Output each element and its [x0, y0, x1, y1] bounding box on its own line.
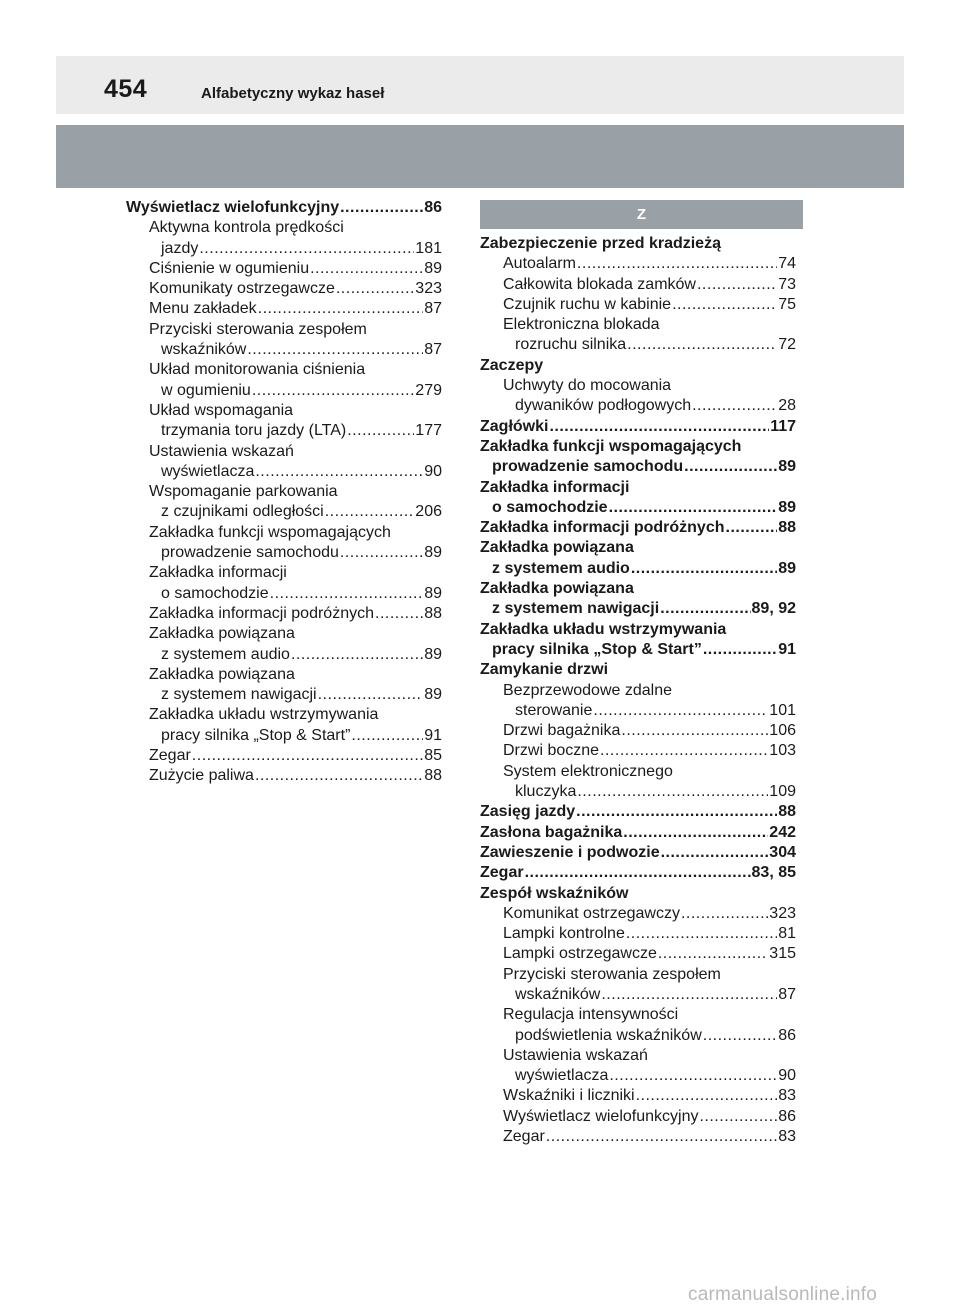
entry-text: Zakładka funkcji wspomagających: [149, 523, 391, 541]
index-entry: [126, 584, 442, 604]
index-entry: [126, 401, 442, 421]
entry-page-number: 323: [415, 280, 442, 298]
index-entry-line: [492, 599, 796, 619]
index-entry-line: [503, 275, 796, 295]
index-entry-line: [480, 863, 796, 883]
index-entry: [480, 579, 796, 599]
entry-page-number: 83: [778, 1128, 796, 1146]
entry-text: Zakładka powiązana: [149, 665, 295, 683]
entry-text: Zakładka funkcji wspomagających: [480, 437, 742, 455]
index-entry-line: [503, 924, 796, 944]
entry-page-number: 88: [424, 767, 442, 785]
entry-text: w ogumieniu: [161, 381, 251, 399]
index-entry-line: [503, 741, 796, 761]
entry-text: Zakładka informacji: [149, 564, 287, 582]
entry-text: Ciśnienie w ogumieniu: [149, 259, 310, 277]
dot-leader: [270, 584, 424, 604]
entry-page-number: 117: [770, 417, 796, 435]
entry-text: o samochodzie: [492, 498, 608, 516]
entry-text: Elektroniczna blokada: [503, 316, 660, 334]
dot-leader: [577, 782, 768, 802]
entry-text: Przyciski sterowania zespołem: [149, 320, 367, 338]
index-entry: [126, 645, 442, 665]
index-entry: [126, 726, 442, 746]
index-column-right: [480, 206, 796, 1147]
entry-text: Komunikat ostrzegawczy: [503, 904, 680, 922]
dot-leader: [593, 701, 768, 721]
entry-text: Komunikaty ostrzegawcze: [149, 280, 335, 298]
index-entry-line: [503, 721, 796, 741]
index-entry: [480, 275, 796, 295]
entry-text: Zespół wskaźników: [480, 884, 629, 902]
index-entry: [480, 396, 796, 416]
index-entry: [480, 437, 796, 457]
entry-page-number: 89: [778, 458, 796, 476]
entry-text: z systemem audio: [161, 645, 290, 663]
entry-page-number: 91: [424, 726, 442, 744]
entry-text: Wskaźniki i liczniki: [503, 1087, 635, 1105]
entry-text: Układ monitorowania ciśnienia: [149, 361, 366, 379]
index-entry: [480, 295, 796, 315]
entry-text: wyświetlacza: [161, 462, 255, 480]
index-entry: [126, 279, 442, 299]
index-entry: [480, 254, 796, 274]
index-entry-line: [161, 239, 442, 259]
index-entry: [480, 538, 796, 558]
entry-page-number: 72: [778, 336, 796, 354]
index-entry-line: [161, 584, 442, 604]
index-entry: [480, 335, 796, 355]
dot-leader: [340, 543, 423, 563]
entry-page-number: 279: [415, 381, 442, 399]
entry-page-number: 242: [769, 823, 796, 841]
index-entry: [126, 502, 442, 522]
index-entry-line: [503, 295, 796, 315]
header-band: [56, 125, 904, 188]
index-entry: [480, 478, 796, 498]
entry-page-number: 86: [778, 1026, 796, 1044]
dot-leader: [247, 340, 423, 360]
entry-page-number: 89: [424, 686, 442, 704]
index-entry: [480, 1066, 796, 1086]
entry-page-number: 87: [424, 341, 442, 359]
dot-leader: [601, 985, 777, 1005]
entry-text: Zakładka informacji podróżnych: [149, 604, 374, 622]
dot-leader: [699, 1107, 777, 1127]
dot-leader: [661, 843, 769, 863]
dot-leader: [631, 559, 777, 579]
entry-page-number: 103: [769, 742, 796, 760]
index-entry: [480, 802, 796, 822]
entry-page-number: 90: [778, 1067, 796, 1085]
index-entry: [480, 701, 796, 721]
entry-text: Zamykanie drzwi: [480, 661, 609, 679]
index-entry-line: [492, 498, 796, 518]
dot-leader: [636, 1086, 778, 1106]
index-entry: [126, 766, 442, 786]
entry-text: Zegar: [149, 747, 191, 765]
entry-text: z systemem nawigacji: [161, 686, 317, 704]
dot-leader: [252, 381, 414, 401]
entry-text: pracy silnika „Stop & Start”: [492, 640, 702, 658]
index-entry: [480, 904, 796, 924]
index-entry: [126, 543, 442, 563]
index-entry-line: [492, 457, 796, 477]
entry-text: wyświetlacza: [515, 1067, 609, 1085]
watermark: carmanualsonline.info: [688, 1284, 878, 1305]
index-entry: [480, 356, 796, 376]
dot-leader: [258, 299, 424, 319]
entry-page-number: 101: [769, 701, 796, 719]
entry-text: Ustawienia wskazań: [503, 1046, 648, 1064]
index-list-right: [480, 234, 796, 1147]
entry-text: sterowanie: [515, 701, 593, 719]
entry-page-number: 315: [769, 945, 796, 963]
index-entry: [480, 599, 796, 619]
entry-page-number: 85: [424, 747, 442, 765]
index-entry-line: [515, 335, 796, 355]
entry-page-number: 86: [778, 1107, 796, 1125]
index-entry: [480, 863, 796, 883]
index-entry: [480, 924, 796, 944]
index-entry: [126, 360, 442, 380]
entry-page-number: 181: [415, 239, 442, 257]
entry-text: Bezprzewodowe zdalne: [503, 681, 672, 699]
dot-leader: [318, 685, 424, 705]
dot-leader: [340, 198, 423, 218]
entry-text: wskaźników: [515, 985, 601, 1003]
dot-leader: [626, 924, 777, 944]
index-entry-line: [492, 640, 796, 660]
index-entry: [480, 234, 796, 254]
index-entry-line: [515, 701, 796, 721]
index-entry: [480, 518, 796, 538]
dot-leader: [310, 259, 423, 279]
index-entry: [126, 340, 442, 360]
dot-leader: [255, 462, 423, 482]
index-entry: [480, 741, 796, 761]
index-entry: [480, 315, 796, 335]
index-entry-line: [149, 279, 442, 299]
entry-page-number: 323: [769, 904, 796, 922]
index-entry-line: [161, 502, 442, 522]
page-number: 454: [104, 75, 148, 103]
index-entry: [480, 498, 796, 518]
entry-text: prowadzenie samochodu: [161, 544, 339, 562]
dot-leader: [347, 421, 414, 441]
index-entry: [126, 462, 442, 482]
index-entry-line: [480, 417, 796, 437]
entry-page-number: 83: [778, 1087, 796, 1105]
dot-leader: [192, 746, 423, 766]
index-entry: [480, 762, 796, 782]
entry-page-number: 88: [778, 519, 796, 537]
index-entry: [480, 985, 796, 1005]
index-entry: [126, 239, 442, 259]
entry-page-number: 88: [778, 803, 796, 821]
entry-page-number: 86: [424, 199, 442, 216]
index-entry: [126, 299, 442, 319]
index-entry: [126, 482, 442, 502]
index-entry: [480, 843, 796, 863]
dot-leader: [726, 518, 778, 538]
dot-leader: [577, 254, 777, 274]
index-entry: [480, 376, 796, 396]
index-entry: [126, 563, 442, 583]
index-entry: [126, 624, 442, 644]
entry-text: podświetlenia wskaźników: [515, 1026, 702, 1044]
index-entry: [480, 660, 796, 680]
index-entry-line: [480, 518, 796, 538]
entry-text: Zabezpieczenie przed kradzieżą: [480, 235, 721, 252]
entry-text: Menu zakładek: [149, 300, 257, 318]
index-entry: [480, 1026, 796, 1046]
dot-leader: [627, 335, 777, 355]
entry-page-number: 304: [769, 843, 796, 861]
entry-text: Drzwi bagażnika: [503, 722, 621, 740]
entry-text: Zegar: [503, 1128, 545, 1146]
entry-text: Zaczepy: [480, 356, 544, 374]
index-entry-line: [503, 944, 796, 964]
index-entry-line: [149, 299, 442, 319]
dot-leader: [609, 1066, 777, 1086]
index-entry-line: [149, 766, 442, 786]
entry-text: Lampki ostrzegawcze: [503, 945, 657, 963]
index-entry-line: [503, 1127, 796, 1147]
index-entry-line: [480, 823, 796, 843]
entry-text: z systemem nawigacji: [492, 600, 660, 618]
header-strip: [56, 56, 904, 114]
index-entry-line: [492, 559, 796, 579]
entry-text: Zakładka informacji podróżnych: [480, 519, 725, 537]
dot-leader: [609, 498, 778, 518]
index-entry-line: [149, 259, 442, 279]
entry-text: Zakładka powiązana: [480, 580, 634, 598]
entry-text: Zakładka informacji: [480, 478, 630, 496]
entry-text: Zakładka układu wstrzymywania: [149, 706, 379, 724]
index-entry-line: [503, 254, 796, 274]
index-entry-line: [503, 1086, 796, 1106]
index-entry-line: [515, 1066, 796, 1086]
dot-leader: [658, 944, 768, 964]
index-entry-line: [515, 1026, 796, 1046]
entry-page-number: 91: [778, 640, 796, 658]
index-entry-line: [161, 340, 442, 360]
entry-page-number: 89: [778, 559, 796, 577]
entry-page-number: 87: [424, 300, 442, 318]
page-title: Alfabetyczny wykaz haseł: [201, 85, 385, 102]
index-entry: [480, 782, 796, 802]
index-entry: [480, 721, 796, 741]
index-entry-line: [161, 381, 442, 401]
entry-page-number: 89: [424, 584, 442, 602]
index-entry: [126, 421, 442, 441]
entry-text: Lampki kontrolne: [503, 925, 625, 943]
dot-leader: [255, 766, 423, 786]
entry-page-number: 89: [424, 645, 442, 663]
index-entry-line: [503, 1107, 796, 1127]
entry-text: Zegar: [480, 864, 524, 882]
dot-leader: [351, 726, 423, 746]
index-entry: [480, 1086, 796, 1106]
index-entry: [126, 705, 442, 725]
index-entry: [126, 604, 442, 624]
index-entry: [126, 259, 442, 279]
index-entry: [126, 320, 442, 340]
dot-leader: [703, 1026, 777, 1046]
dot-leader: [623, 823, 768, 843]
entry-text: rozruchu silnika: [515, 336, 627, 354]
entry-page-number: 89: [778, 498, 796, 516]
entry-text: Wspomaganie parkowania: [149, 483, 338, 501]
section-letter-bar: Z: [480, 200, 803, 229]
dot-leader: [525, 863, 751, 883]
index-entry-line: [161, 726, 442, 746]
index-entry: [480, 823, 796, 843]
index-entry: [480, 1046, 796, 1066]
entry-text: dywaników podłogowych: [515, 397, 692, 415]
index-entry: [480, 640, 796, 660]
entry-page-number: 74: [778, 255, 796, 273]
index-entry: [126, 685, 442, 705]
index-entry: [480, 1005, 796, 1025]
index-entry: [126, 523, 442, 543]
entry-text: Czujnik ruchu w kabinie: [503, 295, 672, 313]
entry-text: Zawieszenie i podwozie: [480, 843, 660, 861]
index-entry: [480, 620, 796, 640]
entry-text: Wyświetlacz wielofunkcyjny: [503, 1107, 699, 1125]
dot-leader: [336, 279, 414, 299]
dot-leader: [325, 502, 415, 522]
entry-text: Uchwyty do mocowania: [503, 377, 672, 395]
index-entry: [480, 457, 796, 477]
index-entry-line: [515, 396, 796, 416]
dot-leader: [681, 904, 768, 924]
dot-leader: [660, 599, 750, 619]
entry-text: z czujnikami odległości: [161, 503, 324, 521]
dot-leader: [703, 640, 777, 660]
entry-text: Całkowita blokada zamków: [503, 275, 696, 293]
entry-text: Zużycie paliwa: [149, 767, 254, 785]
index-entry: [126, 198, 442, 218]
entry-text: o samochodzie: [161, 584, 269, 602]
entry-text: Zasięg jazdy: [480, 803, 576, 821]
dot-leader: [621, 721, 768, 741]
dot-leader: [684, 457, 777, 477]
entry-text: prowadzenie samochodu: [492, 458, 684, 476]
entry-text: Autoalarm: [503, 255, 576, 273]
index-entry: [480, 965, 796, 985]
entry-page-number: 81: [778, 925, 796, 943]
dot-leader: [692, 396, 777, 416]
dot-leader: [549, 417, 769, 437]
index-entry: [126, 218, 442, 238]
index-entry-line: [480, 802, 796, 822]
entry-text: Ustawienia wskazań: [149, 442, 294, 460]
entry-text: Zakładka powiązana: [149, 625, 295, 643]
dot-leader: [576, 802, 777, 822]
index-entry-line: [161, 462, 442, 482]
entry-text: Przyciski sterowania zespołem: [503, 965, 721, 983]
index-entry-line: [161, 543, 442, 563]
entry-page-number: 28: [778, 397, 796, 415]
entry-text: Aktywna kontrola prędkości: [149, 219, 344, 237]
index-entry: [480, 944, 796, 964]
index-entry: [480, 417, 796, 437]
index-entry-line: [480, 843, 796, 863]
entry-page-number: 109: [769, 783, 796, 801]
index-entry: [480, 681, 796, 701]
index-entry-line: [161, 685, 442, 705]
entry-text: Drzwi boczne: [503, 742, 600, 760]
index-entry: [480, 884, 796, 904]
entry-page-number: 89: [424, 544, 442, 562]
index-entry: [480, 1107, 796, 1127]
entry-text: Zakładka powiązana: [480, 539, 634, 557]
index-entry: [480, 559, 796, 579]
entry-text: z systemem audio: [492, 559, 630, 577]
entry-text: jazdy: [161, 239, 199, 257]
index-entry: [126, 381, 442, 401]
entry-page-number: 73: [778, 275, 796, 293]
entry-page-number: 88: [424, 604, 442, 622]
index-entry: [126, 442, 442, 462]
index-entry-line: [149, 746, 442, 766]
entry-text: Układ wspomagania: [149, 401, 294, 419]
dot-leader: [199, 239, 414, 259]
dot-leader: [375, 604, 423, 624]
entry-page-number: 75: [778, 295, 796, 313]
entry-text: Wyświetlacz wielofunkcyjny: [126, 199, 340, 216]
dot-leader: [600, 741, 768, 761]
entry-page-number: 206: [415, 503, 442, 521]
dot-leader: [672, 295, 777, 315]
entry-page-number: 89, 92: [751, 600, 796, 618]
entry-page-number: 87: [778, 985, 796, 1003]
index-entry-line: [126, 198, 442, 218]
index-entry-line: [161, 421, 442, 441]
entry-text: wskaźników: [161, 341, 247, 359]
entry-page-number: 177: [415, 422, 442, 440]
entry-text: kluczyka: [515, 783, 577, 801]
index-entry-line: [149, 604, 442, 624]
entry-text: Zakładka układu wstrzymywania: [480, 620, 727, 638]
entry-page-number: 83, 85: [751, 864, 796, 882]
entry-text: pracy silnika „Stop & Start”: [161, 726, 351, 744]
dot-leader: [546, 1127, 777, 1147]
index-entry-line: [503, 904, 796, 924]
index-entry: [126, 746, 442, 766]
entry-page-number: 90: [424, 462, 442, 480]
index-entry-line: [515, 782, 796, 802]
entry-text: Zagłówki: [480, 417, 549, 435]
index-entry: [126, 665, 442, 685]
entry-text: Zasłona bagażnika: [480, 823, 623, 841]
dot-leader: [697, 275, 777, 295]
entry-text: System elektronicznego: [503, 762, 673, 780]
index-entry-line: [515, 985, 796, 1005]
dot-leader: [291, 645, 423, 665]
index-entry: [480, 1127, 796, 1147]
entry-text: trzymania toru jazdy (LTA): [161, 422, 347, 440]
entry-text: Regulacja intensywności: [503, 1006, 679, 1024]
entry-page-number: 89: [424, 259, 442, 277]
index-column-left: [126, 198, 442, 787]
entry-page-number: 106: [769, 722, 796, 740]
index-entry-line: [161, 645, 442, 665]
